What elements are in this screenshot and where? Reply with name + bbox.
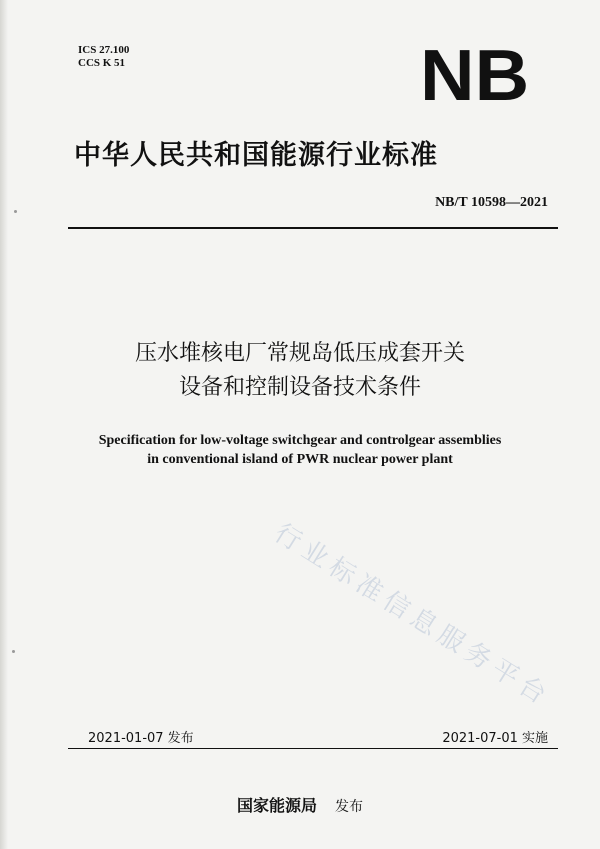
ccs-code: CCS K 51	[78, 57, 126, 69]
chinese-title-line-2: 设备和控制设备技术条件	[178, 375, 421, 400]
issuer-suffix: 发布	[335, 799, 363, 815]
implementation-date: 2021-07-01 实施	[442, 731, 548, 746]
english-title-line-1: Specification for low-voltage switchgear and controlgear assemblies	[98, 433, 502, 448]
top-divider	[68, 227, 558, 229]
watermark: 行业标准信息服务平台	[268, 518, 557, 714]
chinese-title-line-1: 压水堆核电厂常规岛低压成套开关	[134, 341, 465, 366]
chinese-title	[0, 337, 600, 405]
standard-number: NB/T 10598—2021	[435, 195, 548, 210]
bottom-divider	[68, 748, 558, 749]
classification-codes	[78, 44, 129, 70]
issuer-name: 国家能源局	[236, 796, 317, 815]
ics-code: ICS 27.100	[78, 44, 130, 56]
english-title	[0, 431, 600, 469]
publish-date: 2021-01-07 发布	[88, 731, 194, 746]
english-title-line-2: in conventional island of PWR nuclear power plant	[147, 452, 453, 467]
scan-edge	[0, 0, 8, 849]
nb-logo: NB	[420, 36, 530, 116]
standard-organization: 中华人民共和国能源行业标准	[74, 140, 438, 171]
scan-speck	[14, 210, 17, 213]
issuer	[0, 793, 600, 816]
scan-speck	[12, 650, 15, 653]
